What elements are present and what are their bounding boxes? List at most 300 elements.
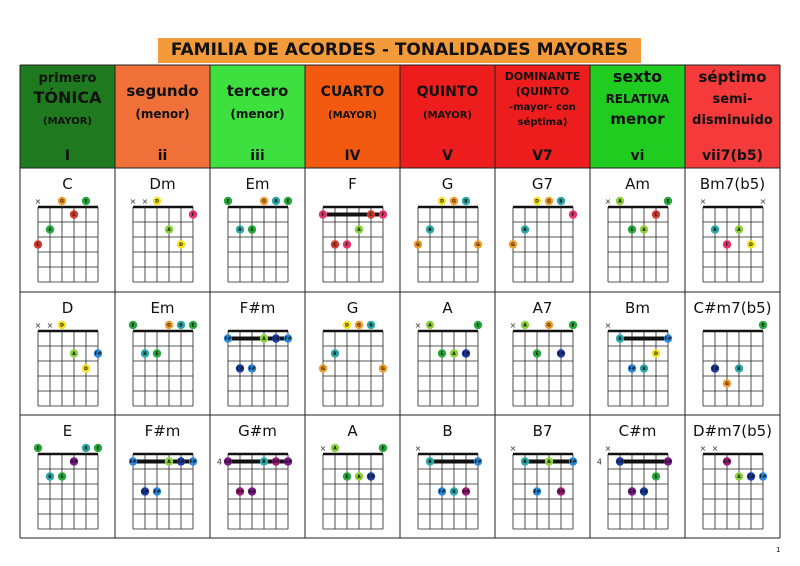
chord-name: Bm7(b5) — [699, 175, 766, 193]
note-label: F — [191, 213, 195, 219]
note-label: B — [642, 367, 646, 373]
note-label: G — [357, 323, 361, 329]
note-dot — [284, 197, 292, 205]
note-label: C# — [557, 352, 565, 358]
note-label: G — [452, 199, 456, 205]
note-dot — [640, 225, 648, 233]
note-dot — [557, 197, 565, 205]
note-dot — [189, 457, 197, 465]
note-dot — [474, 457, 482, 465]
fretboard — [608, 207, 668, 282]
muted-string-mark: × — [604, 444, 612, 453]
note-dot — [331, 349, 339, 357]
header-line: CUARTO — [320, 84, 385, 100]
note-label: G — [547, 199, 551, 205]
note-dot — [628, 487, 636, 495]
note-label: E — [131, 323, 135, 329]
note-dot — [557, 349, 565, 357]
note-label: B — [274, 199, 278, 205]
header-line: QUINTO — [416, 84, 479, 100]
header-line: menor — [610, 110, 665, 128]
chord-cell — [415, 422, 483, 529]
note-dot — [533, 349, 541, 357]
muted-string-mark: × — [711, 444, 719, 453]
chord-name: B7 — [532, 422, 553, 440]
note-label: E — [60, 475, 64, 481]
note-dot — [82, 364, 90, 372]
note-label: C# — [177, 460, 185, 466]
note-dot — [236, 487, 244, 495]
header-line: sexto — [612, 67, 663, 86]
note-label: E — [571, 323, 575, 329]
note-label: B — [262, 460, 266, 466]
note-label: D# — [723, 460, 731, 466]
note-dot — [248, 364, 256, 372]
fretboard — [418, 331, 478, 406]
note-dot — [735, 225, 743, 233]
note-dot — [129, 457, 137, 465]
note-label: A — [357, 475, 361, 481]
note-dot — [569, 210, 577, 218]
note-label: E — [155, 352, 159, 358]
note-label: A — [333, 446, 337, 452]
note-label: G — [416, 243, 420, 249]
note-dot — [723, 240, 731, 248]
note-dot — [379, 210, 387, 218]
note-dot — [711, 225, 719, 233]
note-label: C — [333, 243, 337, 249]
roman-numeral: iii — [250, 148, 265, 164]
note-label: A — [642, 228, 646, 234]
note-dot — [153, 197, 161, 205]
note-label: F — [381, 213, 385, 219]
note-label: D — [440, 199, 444, 205]
note-dot — [438, 197, 446, 205]
header-line: (MAYOR) — [43, 116, 92, 127]
roman-numeral: I — [64, 148, 71, 164]
chord-name: G#m — [238, 422, 277, 440]
note-label: G — [511, 243, 515, 249]
note-label: B — [464, 199, 468, 205]
header-cell-4 — [305, 65, 400, 168]
note-label: C# — [236, 367, 244, 373]
note-dot — [640, 364, 648, 372]
note-dot — [759, 321, 767, 329]
note-dot — [438, 349, 446, 357]
note-dot — [735, 364, 743, 372]
note-label: D — [179, 243, 183, 249]
note-dot — [129, 321, 137, 329]
note-dot — [711, 364, 719, 372]
note-dot — [331, 240, 339, 248]
note-label: E — [381, 446, 385, 452]
chord-cell — [224, 299, 292, 406]
note-dot — [545, 321, 553, 329]
header-line: séptimo — [698, 68, 767, 86]
note-dot — [94, 444, 102, 452]
muted-string-mark: × — [699, 444, 707, 453]
chord-cell — [34, 422, 102, 529]
note-dot — [521, 225, 529, 233]
note-label: A — [428, 323, 432, 329]
note-dot — [426, 457, 434, 465]
note-label: F — [571, 213, 575, 219]
chord-cell — [217, 422, 292, 529]
chord-cell — [605, 175, 673, 282]
note-label: E — [476, 323, 480, 329]
note-label: G# — [70, 460, 78, 466]
chord-name: G7 — [531, 175, 554, 193]
note-label: C# — [272, 337, 280, 343]
note-dot — [236, 225, 244, 233]
header-cell-3 — [210, 65, 305, 168]
note-label: G — [725, 382, 729, 388]
note-dot — [355, 225, 363, 233]
note-dot — [70, 210, 78, 218]
note-label: B — [238, 228, 242, 234]
fretboard — [38, 207, 98, 282]
note-label: C — [36, 243, 40, 249]
header-line: semi- — [712, 92, 753, 107]
note-dot — [260, 334, 268, 342]
note-dot — [735, 472, 743, 480]
note-dot — [153, 487, 161, 495]
chord-cell — [129, 299, 197, 406]
header-line: segundo — [126, 82, 199, 100]
note-label: F# — [248, 367, 256, 373]
muted-string-mark: × — [509, 321, 517, 330]
note-label: C# — [711, 367, 719, 373]
chord-name: F#m — [144, 422, 181, 440]
chord-cell — [510, 299, 578, 406]
note-label: F — [345, 243, 349, 249]
page-number: 1 — [776, 546, 781, 554]
header-line: (MAYOR) — [423, 110, 472, 121]
roman-numeral: V7 — [532, 148, 553, 164]
header-line: séptima) — [517, 117, 568, 128]
chord-name: Dm — [149, 175, 176, 193]
note-dot — [521, 321, 529, 329]
note-dot — [652, 349, 660, 357]
note-dot — [723, 379, 731, 387]
note-label: E — [36, 446, 40, 452]
note-dot — [628, 364, 636, 372]
muted-string-mark: × — [129, 197, 137, 206]
note-label: D# — [236, 490, 244, 496]
note-label: D — [155, 199, 159, 205]
muted-string-mark: × — [759, 197, 767, 206]
note-label: F# — [94, 352, 102, 358]
note-dot — [664, 457, 672, 465]
note-label: B — [143, 352, 147, 358]
note-dot — [319, 210, 327, 218]
note-label: C — [72, 213, 76, 219]
note-label: D# — [462, 490, 470, 496]
note-dot — [747, 472, 755, 480]
note-dot — [46, 225, 54, 233]
note-label: E — [286, 199, 290, 205]
note-label: B — [737, 367, 741, 373]
header-cell-8 — [685, 65, 780, 168]
muted-string-mark: × — [319, 444, 327, 453]
muted-string-mark: × — [604, 197, 612, 206]
chord-cell — [597, 422, 672, 529]
note-dot — [462, 487, 470, 495]
note-label: G — [60, 199, 64, 205]
note-label: E — [345, 475, 349, 481]
chord-cell — [605, 299, 673, 406]
chord-name: Am — [625, 175, 650, 193]
chord-cell — [129, 422, 197, 529]
note-dot — [82, 197, 90, 205]
note-dot — [141, 487, 149, 495]
note-label: A — [357, 228, 361, 234]
note-dot — [343, 321, 351, 329]
header-line: (QUINTO — [515, 85, 570, 98]
header-cell-5 — [400, 65, 495, 168]
roman-numeral: IV — [344, 148, 361, 164]
chord-cell — [693, 422, 772, 529]
note-label: E — [654, 475, 658, 481]
note-label: A — [737, 228, 741, 234]
chord-name: E — [62, 422, 73, 440]
note-dot — [165, 225, 173, 233]
note-label: E — [440, 352, 444, 358]
fretboard — [703, 454, 763, 529]
chord-cell — [34, 175, 98, 282]
note-label: B — [713, 228, 717, 234]
note-dot — [450, 349, 458, 357]
note-dot — [545, 197, 553, 205]
note-label: B — [179, 323, 183, 329]
note-dot — [616, 197, 624, 205]
note-label: A — [452, 352, 456, 358]
note-label: G# — [248, 490, 256, 496]
note-dot — [414, 240, 422, 248]
header-cell-7 — [590, 65, 685, 168]
chord-cell — [224, 175, 292, 282]
chord-name: B — [442, 422, 453, 440]
note-dot — [177, 457, 185, 465]
note-dot — [367, 210, 375, 218]
note-dot — [94, 349, 102, 357]
fretboard — [608, 331, 668, 406]
note-label: F# — [759, 475, 767, 481]
roman-numeral: ii — [157, 148, 168, 164]
note-dot — [34, 444, 42, 452]
note-label: D# — [557, 490, 565, 496]
header-line: DOMINANTE — [504, 70, 581, 83]
note-dot — [319, 364, 327, 372]
note-dot — [569, 321, 577, 329]
header-line: (menor) — [230, 107, 285, 121]
note-label: C# — [462, 352, 470, 358]
chord-cell — [509, 175, 577, 282]
roman-numeral: V — [442, 148, 453, 164]
muted-string-mark: × — [414, 321, 422, 330]
note-label: E — [84, 199, 88, 205]
note-label: G — [321, 367, 325, 373]
header-line: TÓNICA — [33, 88, 102, 107]
note-dot — [165, 457, 173, 465]
note-dot — [557, 487, 565, 495]
note-label: F# — [664, 337, 672, 343]
note-dot — [58, 472, 66, 480]
note-label: B — [48, 475, 52, 481]
header-line: primero — [38, 71, 97, 86]
chord-name: G — [441, 175, 454, 193]
note-label: B — [523, 228, 527, 234]
note-label: C# — [616, 460, 624, 466]
chord-cell — [320, 422, 388, 529]
note-label: D# — [272, 460, 280, 466]
note-dot — [426, 225, 434, 233]
note-label: F# — [189, 460, 197, 466]
note-label: F# — [224, 337, 232, 343]
note-dot — [343, 240, 351, 248]
note-label: G — [547, 323, 551, 329]
muted-string-mark: × — [509, 444, 517, 453]
note-label: D — [60, 323, 64, 329]
note-label: A — [72, 352, 76, 358]
note-label: D — [654, 352, 658, 358]
note-dot — [426, 321, 434, 329]
note-label: G# — [664, 460, 672, 466]
note-dot — [438, 487, 446, 495]
note-dot — [58, 321, 66, 329]
fret-position-label: 4 — [216, 457, 222, 467]
note-dot — [616, 457, 624, 465]
note-dot — [248, 487, 256, 495]
chord-name: C#m7(b5) — [693, 299, 772, 317]
note-label: C — [369, 213, 373, 219]
header-line: RELATIVA — [605, 92, 670, 106]
note-dot — [355, 472, 363, 480]
note-label: F# — [569, 460, 577, 466]
note-dot — [34, 240, 42, 248]
note-label: C# — [141, 490, 149, 496]
note-dot — [723, 457, 731, 465]
note-dot — [545, 457, 553, 465]
note-dot — [248, 225, 256, 233]
note-dot — [58, 197, 66, 205]
chord-name: A — [442, 299, 453, 317]
note-label: D — [345, 323, 349, 329]
note-dot — [640, 487, 648, 495]
roman-numeral: vi — [630, 148, 645, 164]
note-label: G# — [284, 460, 292, 466]
muted-string-mark: × — [604, 321, 612, 330]
note-label: F# — [153, 490, 161, 496]
fretboard — [608, 454, 668, 529]
note-label: B — [428, 228, 432, 234]
chord-cell — [415, 299, 483, 406]
chord-name: Em — [245, 175, 270, 193]
note-dot — [533, 487, 541, 495]
chord-name: D — [61, 299, 74, 317]
note-dot — [284, 457, 292, 465]
note-label: C# — [747, 475, 755, 481]
note-label: E — [666, 199, 670, 205]
chord-cell — [694, 299, 772, 406]
note-dot — [664, 334, 672, 342]
note-dot — [70, 349, 78, 357]
note-dot — [177, 321, 185, 329]
fretboard — [38, 454, 98, 529]
note-label: A — [167, 460, 171, 466]
fretboard — [513, 207, 573, 282]
note-dot — [189, 321, 197, 329]
note-dot — [331, 444, 339, 452]
note-dot — [189, 210, 197, 218]
note-label: A — [618, 199, 622, 205]
note-dot — [509, 240, 517, 248]
note-dot — [165, 321, 173, 329]
note-dot — [355, 321, 363, 329]
note-label: A — [523, 323, 527, 329]
fretboard — [418, 207, 478, 282]
note-label: B — [428, 460, 432, 466]
fretboard — [323, 454, 383, 529]
note-label: G — [167, 323, 171, 329]
note-dot — [272, 334, 280, 342]
note-label: F# — [533, 490, 541, 496]
note-label: G# — [628, 490, 636, 496]
note-dot — [260, 197, 268, 205]
note-dot — [177, 240, 185, 248]
note-dot — [224, 457, 232, 465]
muted-string-mark: × — [414, 444, 422, 453]
fretboard — [133, 331, 193, 406]
note-dot — [664, 197, 672, 205]
note-dot — [462, 349, 470, 357]
note-dot — [367, 321, 375, 329]
header-cell-1 — [20, 65, 115, 168]
note-label: D — [749, 243, 753, 249]
chord-cell — [319, 175, 387, 282]
note-dot — [260, 457, 268, 465]
note-label: B — [333, 352, 337, 358]
note-label: A — [547, 460, 551, 466]
fret-position-label: 4 — [596, 457, 602, 467]
note-dot — [616, 334, 624, 342]
note-label: F# — [284, 337, 292, 343]
fretboard — [228, 207, 288, 282]
note-label: B — [523, 460, 527, 466]
note-label: G — [381, 367, 385, 373]
muted-string-mark: × — [141, 197, 149, 206]
note-dot — [628, 225, 636, 233]
chord-name: A — [347, 422, 358, 440]
note-dot — [70, 457, 78, 465]
chord-cell — [510, 422, 578, 529]
note-dot — [652, 210, 660, 218]
note-label: G — [262, 199, 266, 205]
note-dot — [284, 334, 292, 342]
note-dot — [747, 240, 755, 248]
note-dot — [569, 457, 577, 465]
note-label: B — [452, 490, 456, 496]
muted-string-mark: × — [699, 197, 707, 206]
note-dot — [272, 197, 280, 205]
note-label: D — [84, 367, 88, 373]
header-line: (menor) — [135, 107, 190, 121]
chord-name: A7 — [532, 299, 553, 317]
note-dot — [224, 197, 232, 205]
note-label: A — [737, 475, 741, 481]
chord-cell — [414, 175, 482, 282]
note-label: C# — [640, 490, 648, 496]
